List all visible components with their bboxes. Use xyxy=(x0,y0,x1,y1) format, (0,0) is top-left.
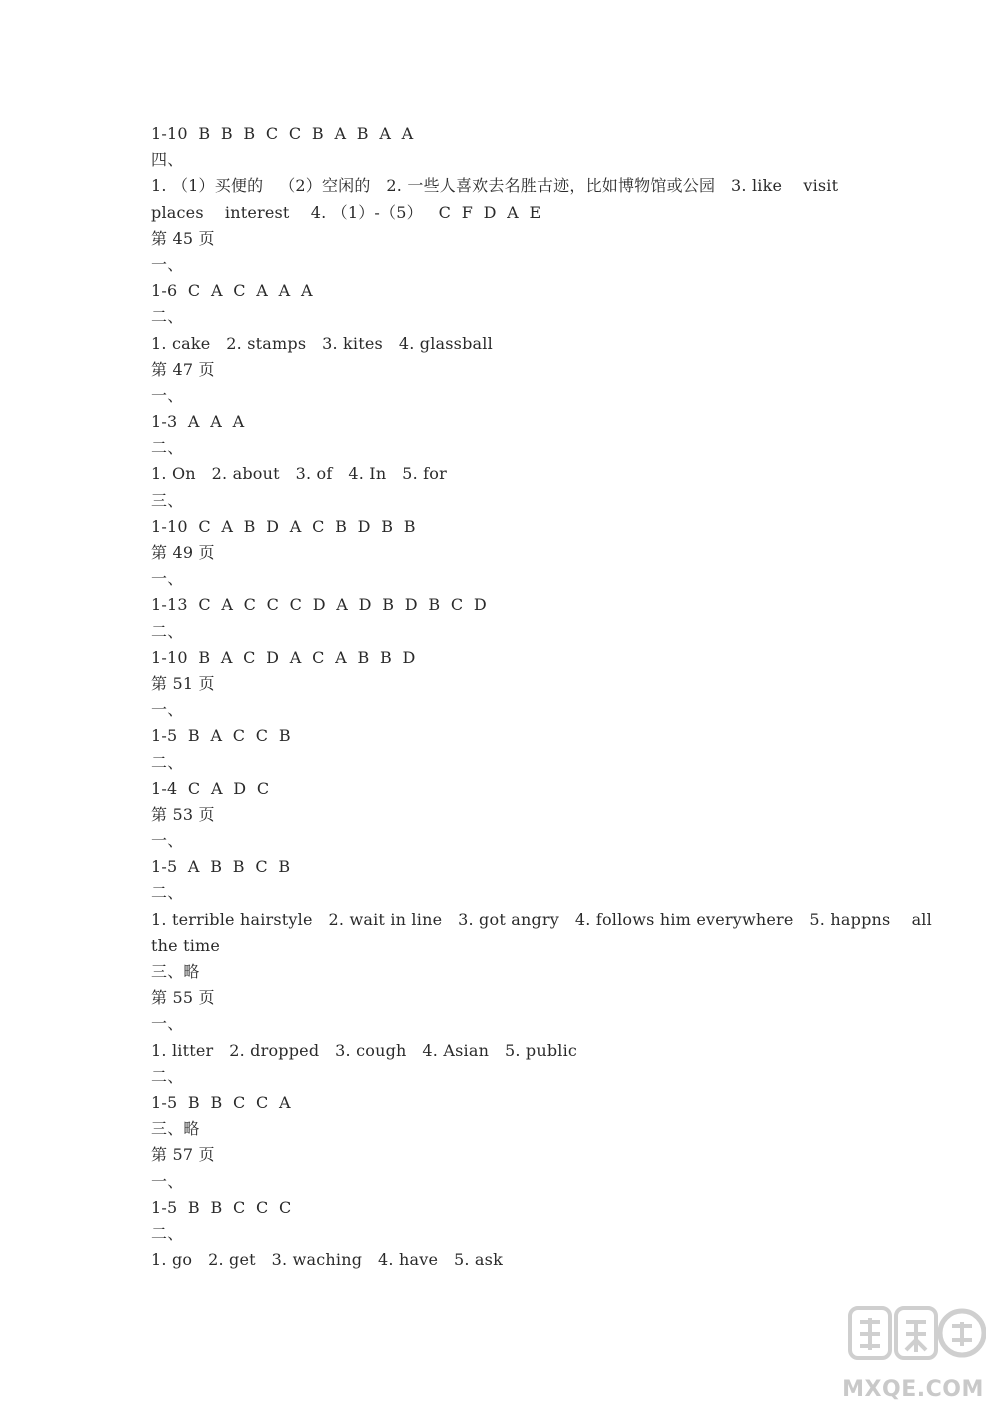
page-heading: 第 49 页 xyxy=(151,543,215,562)
page-heading: 第 45 页 xyxy=(151,228,215,248)
page-heading: 第 53 页 xyxy=(151,804,215,824)
section-heading: 三、略 xyxy=(151,1119,200,1139)
text-line: the time xyxy=(151,935,221,955)
text-line: 1. cake 2. stamps 3. kites 4. glassball xyxy=(151,333,493,353)
page-heading: 第 57 页 xyxy=(151,1145,215,1165)
section-heading: 二、 xyxy=(151,621,184,641)
section-heading: 一、 xyxy=(151,254,184,274)
section-heading: 二、 xyxy=(151,1223,184,1243)
section-heading: 四、 xyxy=(151,150,184,170)
section-heading: 三、略 xyxy=(151,962,200,981)
text-line: 1-5 B A C C B xyxy=(151,726,291,746)
section-heading: 二、 xyxy=(151,1066,184,1086)
watermark-emblem xyxy=(846,1300,986,1370)
section-heading: 二、 xyxy=(151,883,184,903)
section-heading: 二、 xyxy=(151,307,184,327)
text-line: 1-5 A B B C B xyxy=(151,857,291,877)
text-line: 1. On 2. about 3. of 4. In 5. for xyxy=(151,464,447,484)
text-line: 1-4 C A D C xyxy=(151,778,270,798)
section-heading: 三、 xyxy=(151,490,184,510)
text-line: 1. terrible hairstyle 2. wait in line 3. got angry 4. follows him everywhere 5. happns all xyxy=(151,909,932,929)
section-heading: 二、 xyxy=(151,438,184,458)
watermark-site-text: MXQE.COM xyxy=(842,1377,984,1402)
text-line: 1. litter 2. dropped 3. cough 4. Asian 5. public xyxy=(151,1040,578,1060)
text-line: 1-5 B B C C A xyxy=(151,1092,291,1112)
section-heading: 一、 xyxy=(151,1171,184,1191)
text-line: 1-10 B B B C C B A B A A xyxy=(151,124,414,143)
text-line: 1-3 A A A xyxy=(151,412,245,432)
page-heading: 第 51 页 xyxy=(151,673,215,693)
watermark-logo xyxy=(838,1298,988,1408)
text-line: 1-5 B B C C C xyxy=(151,1197,292,1217)
answer-key-text xyxy=(151,121,932,1273)
section-heading: 一、 xyxy=(151,831,184,851)
section-heading: 一、 xyxy=(151,385,184,405)
text-line: 1-10 C A B D A C B D B B xyxy=(151,516,416,536)
text-line: places interest 4. （1）-（5） C F D A E xyxy=(151,202,542,222)
page-heading: 第 55 页 xyxy=(151,988,215,1008)
page-heading: 第 47 页 xyxy=(151,359,215,379)
text-line: 1. go 2. get 3. waching 4. have 5. ask xyxy=(151,1250,503,1270)
text-line: 1-6 C A C A A A xyxy=(151,281,313,301)
section-heading: 二、 xyxy=(151,752,184,772)
text-line: 1. （1）买便的 （2）空闲的 2. 一些人喜欢去名胜古迹，比如博物馆或公园 3. like visit xyxy=(151,176,839,196)
watermark-logo-icon xyxy=(846,1300,986,1370)
section-heading: 一、 xyxy=(151,569,184,589)
section-heading: 一、 xyxy=(151,1014,184,1034)
text-line: 1-13 C A C C C D A D B D B C D xyxy=(151,595,487,615)
text-line: 1-10 B A C D A C A B B D xyxy=(151,647,416,667)
section-heading: 一、 xyxy=(151,700,184,720)
